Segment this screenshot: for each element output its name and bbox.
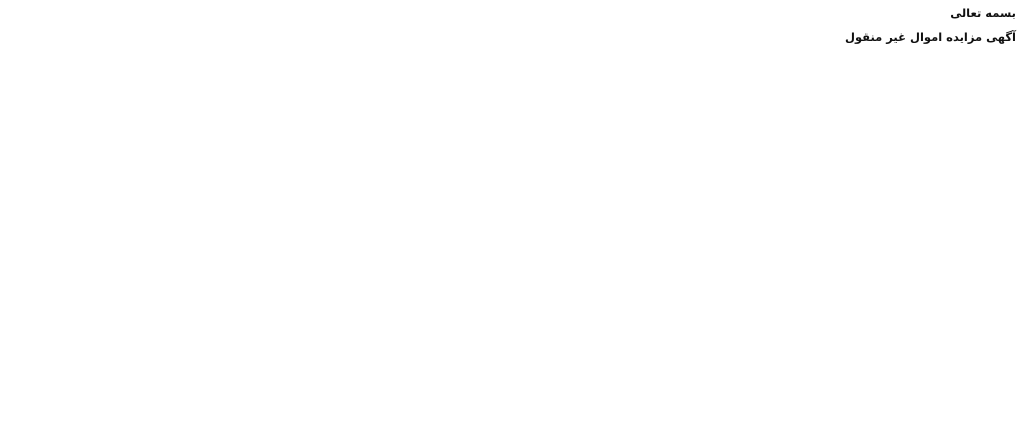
notice-body [8,55,1016,423]
notice-heading: بسمه تعالی [950,6,1016,20]
notice-title: آگهی مزایده اموال غیر منقول [844,30,1016,44]
